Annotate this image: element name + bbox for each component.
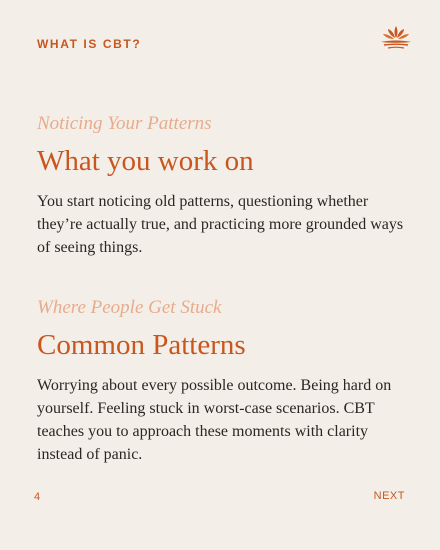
section-body: You start noticing old patterns, questioning whether they’re actually true, and practicing more grounded ways of seeing things. <box>37 193 404 256</box>
lotus-logo-icon <box>379 24 413 50</box>
section-heading: Common Patterns <box>37 329 246 361</box>
section-what-you-work-on <box>37 112 407 259</box>
section-common-patterns <box>37 296 407 466</box>
section-eyebrow: Noticing Your Patterns <box>37 113 212 134</box>
section-body: Worrying about every possible outcome. Being hard on yourself. Feeling stuck in worst-case scenarios. CBT teaches you to approach these moments with clarity instead of panic. <box>37 377 392 463</box>
section-heading: What you work on <box>37 145 254 177</box>
page-number: 4 <box>34 491 41 503</box>
next-button[interactable]: NEXT <box>373 490 405 502</box>
section-eyebrow: Where People Get Stuck <box>37 297 222 318</box>
header-label: WHAT IS CBT? <box>37 37 142 51</box>
